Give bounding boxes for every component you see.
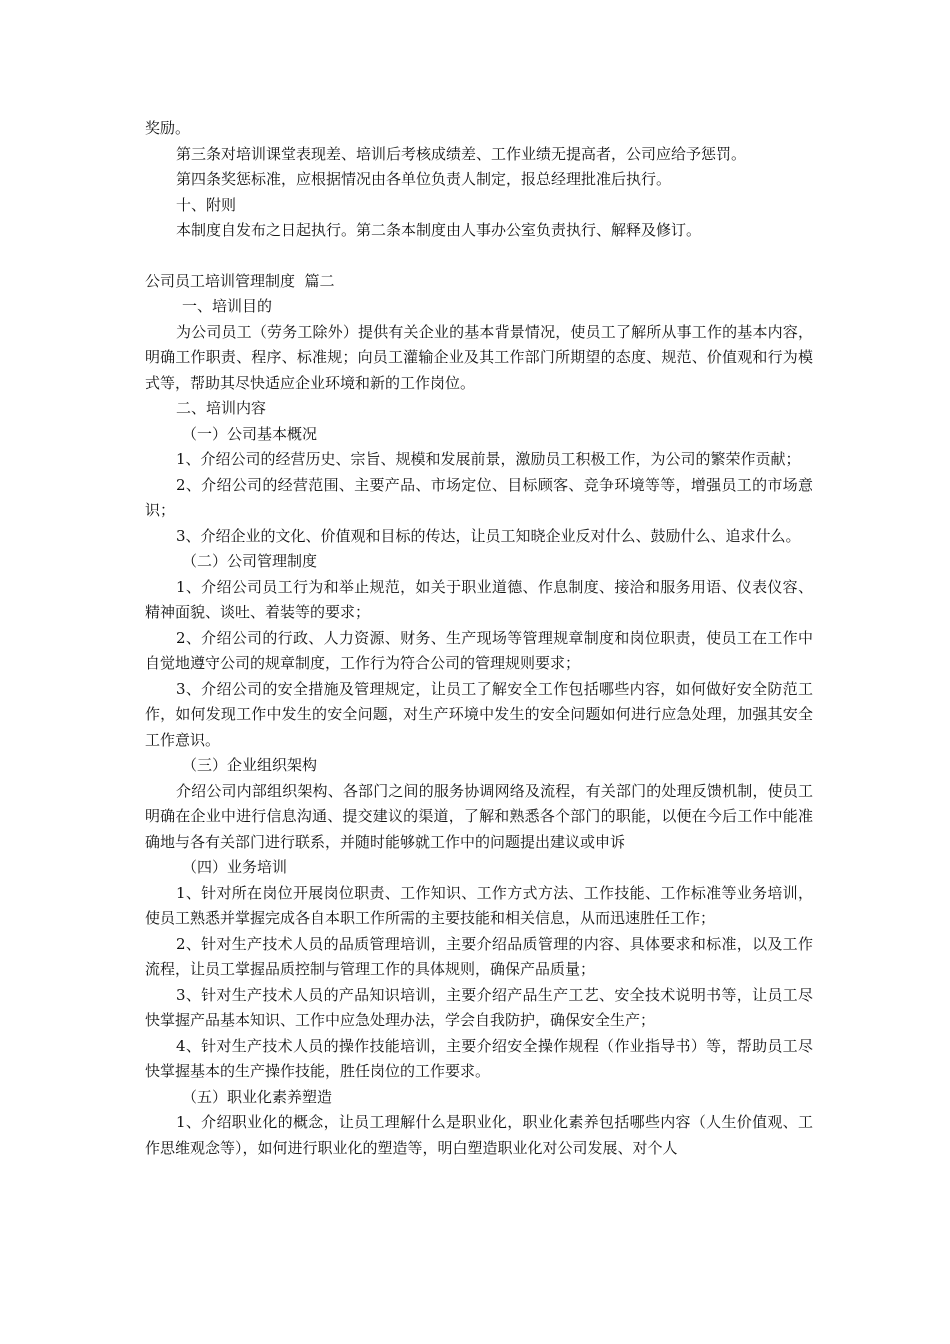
appendix-text: 本制度自发布之日起执行。第二条本制度由人事办公室负责执行、解释及修订。	[176, 221, 702, 239]
article-title: 公司员工培训管理制度 篇二	[145, 271, 335, 290]
list-item: 2、介绍公司的经营范围、主要产品、市场定位、目标顾客、竞争环境等等，增强员工的市场意识；	[145, 475, 813, 519]
subsection-heading: （五）职业化素养塑造	[182, 1087, 333, 1106]
subsection-heading: （二）公司管理制度	[182, 552, 318, 570]
list-item: 介绍公司内部组织架构、各部门之间的服务协调网络及流程，有关部门的处理反馈机制，使员工明确在企业中进行信息沟通、提交建议的渠道，了解和熟悉各个部门的职能，以便在今后工作中能准确地与各有关部门进行联系，并随时能够就工作中的问题提出建议或申诉	[145, 781, 813, 851]
appendix-heading: 十、附则	[176, 195, 237, 214]
subsection-heading: （四）业务培训	[182, 858, 288, 876]
list-item: 1、介绍公司员工行为和举止规范，如关于职业道德、作息制度、接洽和服务用语、仪表仪容、精神面貌、谈吐、着装等的要求；	[145, 577, 813, 621]
article-three: 第三条对培训课堂表现差、培训后考核成绩差、工作业绩无提高者，公司应给予惩罚。	[176, 144, 747, 163]
list-item: 2、针对生产技术人员的品质管理培训，主要介绍品质管理的内容、具体要求和标准，以及工作流程，让员工掌握品质控制与管理工作的具体规则，确保产品质量；	[145, 934, 813, 978]
article-four: 第四条奖惩标准，应根据情况由各单位负责人制定，报总经理批准后执行。	[176, 170, 672, 188]
continuation-text: 奖励。	[145, 119, 191, 137]
list-item: 1、介绍公司的经营历史、宗旨、规模和发展前景，激励员工积极工作，为公司的繁荣作贡献；	[176, 450, 801, 468]
list-item: 1、介绍职业化的概念，让员工理解什么是职业化，职业化素养包括哪些内容（人生价值观、工作思维观念等），如何进行职业化的塑造等，明白塑造职业化对公司发展、对个人	[145, 1113, 813, 1157]
list-item: 4、针对生产技术人员的操作技能培训，主要介绍安全操作规程（作业指导书）等，帮助员工尽快掌握基本的生产操作技能，胜任岗位的工作要求。	[145, 1036, 813, 1080]
list-item: 1、针对所在岗位开展岗位职责、工作知识、工作方式方法、工作技能、工作标准等业务培训，使员工熟悉并掌握完成各自本职工作所需的主要技能和相关信息，从而迅速胜任工作；	[145, 883, 813, 927]
subsection-heading: （三）企业组织架构	[182, 756, 318, 774]
list-item: 2、介绍公司的行政、人力资源、财务、生产现场等管理规章制度和岗位职责，使员工在工作中自觉地遵守公司的规章制度，工作行为符合公司的管理规则要求；	[145, 628, 813, 672]
list-item: 3、针对生产技术人员的产品知识培训，主要介绍产品生产工艺、安全技术说明书等，让员工尽快掌握产品基本知识、工作中应急处理办法，学会自我防护，确保安全生产；	[145, 985, 813, 1029]
subsection-heading: （一）公司基本概况	[182, 424, 318, 443]
document-body	[145, 116, 813, 1161]
list-item: 3、介绍企业的文化、价值观和目标的传达，让员工知晓企业反对什么、鼓励什么、追求什么。	[176, 526, 801, 545]
section-heading: 一、培训目的	[182, 297, 273, 315]
section-heading: 二、培训内容	[176, 399, 267, 417]
paragraph: 为公司员工（劳务工除外）提供有关企业的基本背景情况，使员工了解所从事工作的基本内容，明确工作职责、程序、标准规；向员工灌输企业及其工作部门所期望的态度、规范、价值观和行为模式等，帮助其尽快适应企业环境和新的工作岗位。	[145, 322, 813, 392]
list-item: 3、介绍公司的安全措施及管理规定，让员工了解安全工作包括哪些内容，如何做好安全防范工作，如何发现工作中发生的安全问题，对生产环境中发生的安全问题如何进行应急处理，加强其安全工作意识。	[145, 679, 813, 749]
